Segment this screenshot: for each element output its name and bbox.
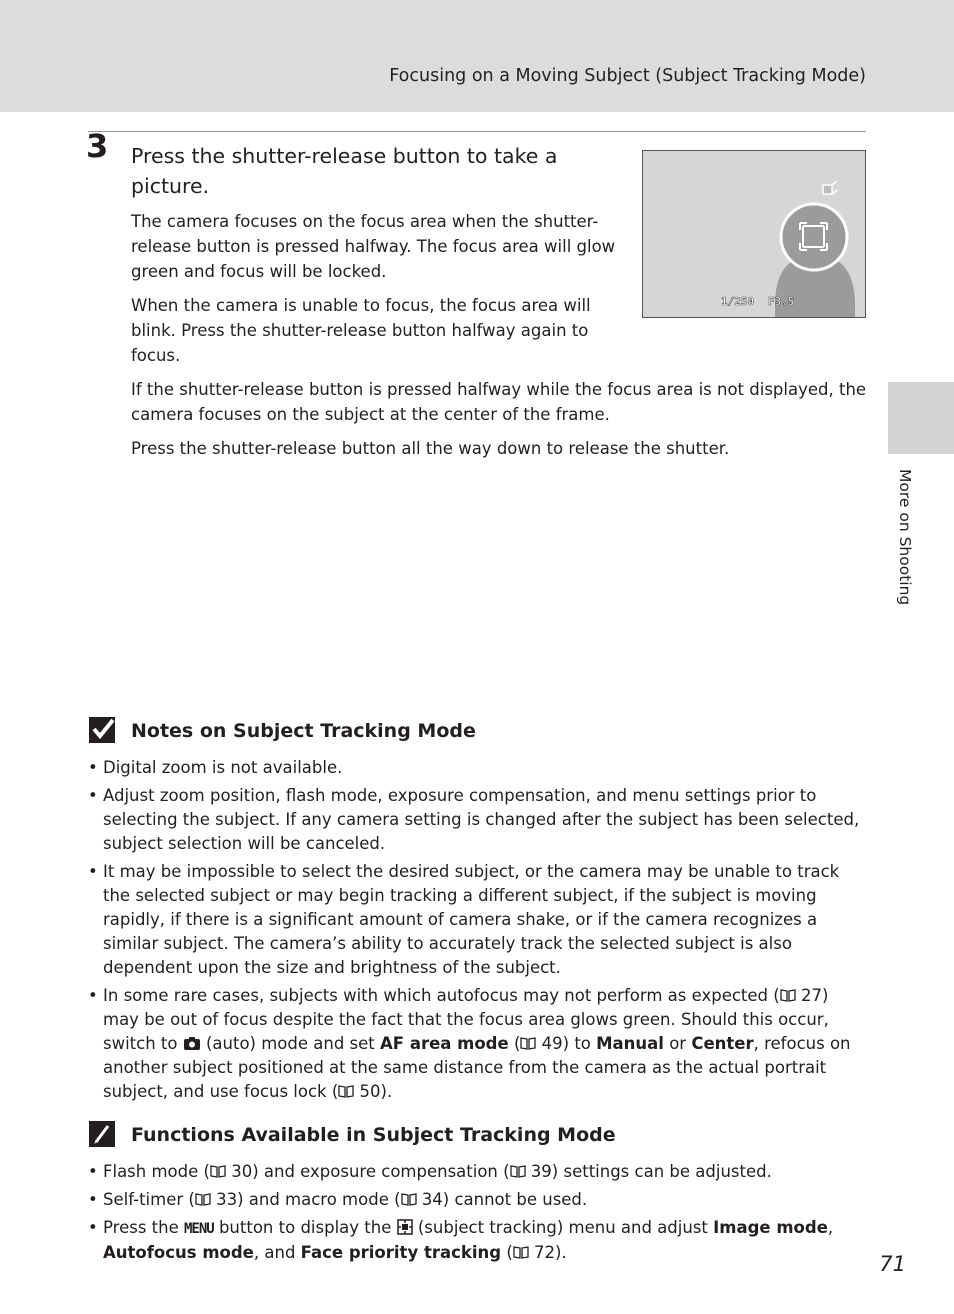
step-paragraph: The camera focuses on the focus area when the shutter-release button is pressed halfway. The focus area will glow green and focus will be locked. [131, 212, 616, 281]
shutter-speed-readout: 1/250 [721, 295, 755, 308]
page-reference-icon [210, 1165, 226, 1178]
menu-button-label: MENU [184, 1221, 214, 1237]
list-item: • Press the MENU button to display the (subject tracking) menu and adjust Image mode, Autofocus mode, and Face priority tracking ( 72). [88, 1216, 866, 1265]
page-number: 71 [879, 1252, 906, 1276]
page-reference-icon [195, 1193, 211, 1206]
page-reference-icon [513, 1246, 529, 1259]
page-reference-icon [780, 989, 796, 1002]
list-item: • Digital zoom is not available. [88, 756, 866, 780]
functions-list [88, 1160, 866, 1269]
caution-check-icon [88, 716, 118, 744]
pencil-note-icon [88, 1120, 118, 1148]
list-item: • In some rare cases, subjects with which autofocus may not perform as expected ( 27) may be out of focus despite the fact that the focus area glows green. Should this occur, switch to (auto) mode and set AF area mode ( 49) to Manual or Center, refocus on another subject positioned at the same distance from the camera as the actual portrait subject, and use focus lock ( 50). [88, 984, 866, 1104]
subject-head [781, 204, 847, 270]
functions-title: Functions Available in Subject Tracking Mode [131, 1124, 616, 1146]
page-reference-icon [338, 1085, 354, 1098]
page-reference-icon [401, 1193, 417, 1206]
list-item: • Flash mode ( 30) and exposure compensation ( 39) settings can be adjusted. [88, 1160, 866, 1184]
notes-list [88, 756, 866, 1108]
page-reference-icon [510, 1165, 526, 1178]
step-paragraph: If the shutter-release button is pressed halfway while the focus area is not displayed, the camera focuses on the subject at the center of the frame. [131, 380, 867, 424]
camera-monitor-graphic [643, 151, 865, 317]
section-divider [88, 131, 866, 132]
step-paragraph: When the camera is unable to focus, the focus area will blink. Press the shutter-release button halfway again to focus. [131, 296, 591, 365]
chapter-tab-label: More on Shooting [896, 469, 914, 606]
step-heading: Press the shutter-release button to take a picture. [131, 144, 558, 198]
aperture-readout: F3.5 [768, 295, 795, 308]
page-reference-icon [520, 1037, 536, 1050]
list-item: • Adjust zoom position, flash mode, exposure compensation, and menu settings prior to selecting the subject. If any camera setting is changed after the subject has been selected, subject selection will be canceled. [88, 784, 866, 856]
chapter-tab [888, 382, 954, 454]
notes-title: Notes on Subject Tracking Mode [131, 720, 476, 742]
step-paragraph: Press the shutter-release button all the way down to release the shutter. [131, 439, 730, 458]
camera-monitor-illustration [642, 150, 866, 318]
step-number: 3 [86, 127, 109, 165]
list-item: • It may be impossible to select the desired subject, or the camera may be unable to track the selected subject or may begin tracking a different subject, if the subject is moving rapidly, if there is a significant amount of camera shake, or if the camera recognizes a similar subject. The camera’s ability to accurately track the selected subject is also dependent upon the size and brightness of the subject. [88, 860, 866, 980]
list-item: • Self-timer ( 33) and macro mode ( 34) cannot be used. [88, 1188, 866, 1212]
running-header-title: Focusing on a Moving Subject (Subject Tracking Mode) [389, 66, 866, 86]
subject-tracking-menu-icon [397, 1219, 413, 1235]
header-band [0, 0, 954, 112]
auto-mode-camera-icon [183, 1036, 201, 1051]
